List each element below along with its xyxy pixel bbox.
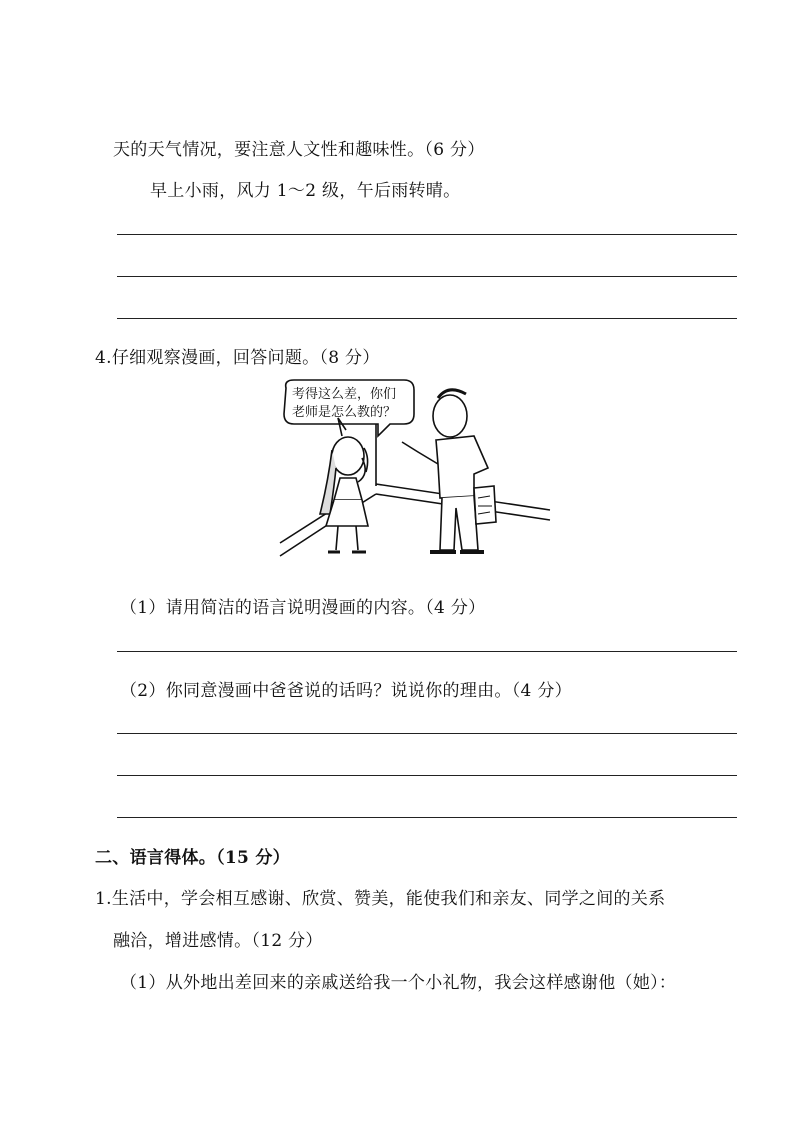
question-4-sub1: （1）请用简洁的语言说明漫画的内容。（4 分）: [120, 598, 486, 618]
answer-line: [117, 234, 737, 235]
answer-line: [117, 775, 737, 776]
part-2-heading: 二、语言得体。（15 分）: [95, 848, 290, 868]
answer-line: [117, 817, 737, 818]
cartoon-illustration: [278, 378, 552, 570]
answer-line: [117, 651, 737, 652]
answer-line: [117, 318, 737, 319]
answer-line: [117, 276, 737, 277]
part-2-question-1-sub1: （1）从外地出差回来的亲戚送给我一个小礼物，我会这样感谢他（她）：: [120, 973, 677, 993]
answer-line: [117, 733, 737, 734]
question-4-sub2: （2）你同意漫画中爸爸说的话吗？说说你的理由。（4 分）: [120, 681, 572, 701]
cartoon-drawing: [278, 378, 552, 570]
speech-bubble-line1: 考得这么差，你们: [292, 387, 397, 402]
part-2-question-1-line2: 融洽，增进感情。（12 分）: [113, 931, 323, 951]
question-4-title: 4.仔细观察漫画，回答问题。（8 分）: [95, 348, 380, 368]
part-2-question-1-line1: 1.生活中，学会相互感谢、欣赏、赞美，能使我们和亲友、同学之间的关系: [95, 889, 666, 909]
question-continuation: 天的天气情况，要注意人文性和趣味性。（6 分）: [113, 140, 485, 160]
speech-bubble-line2: 老师是怎么教的？: [292, 405, 397, 420]
weather-info: 早上小雨，风力 1～2 级，午后雨转晴。: [150, 181, 461, 201]
